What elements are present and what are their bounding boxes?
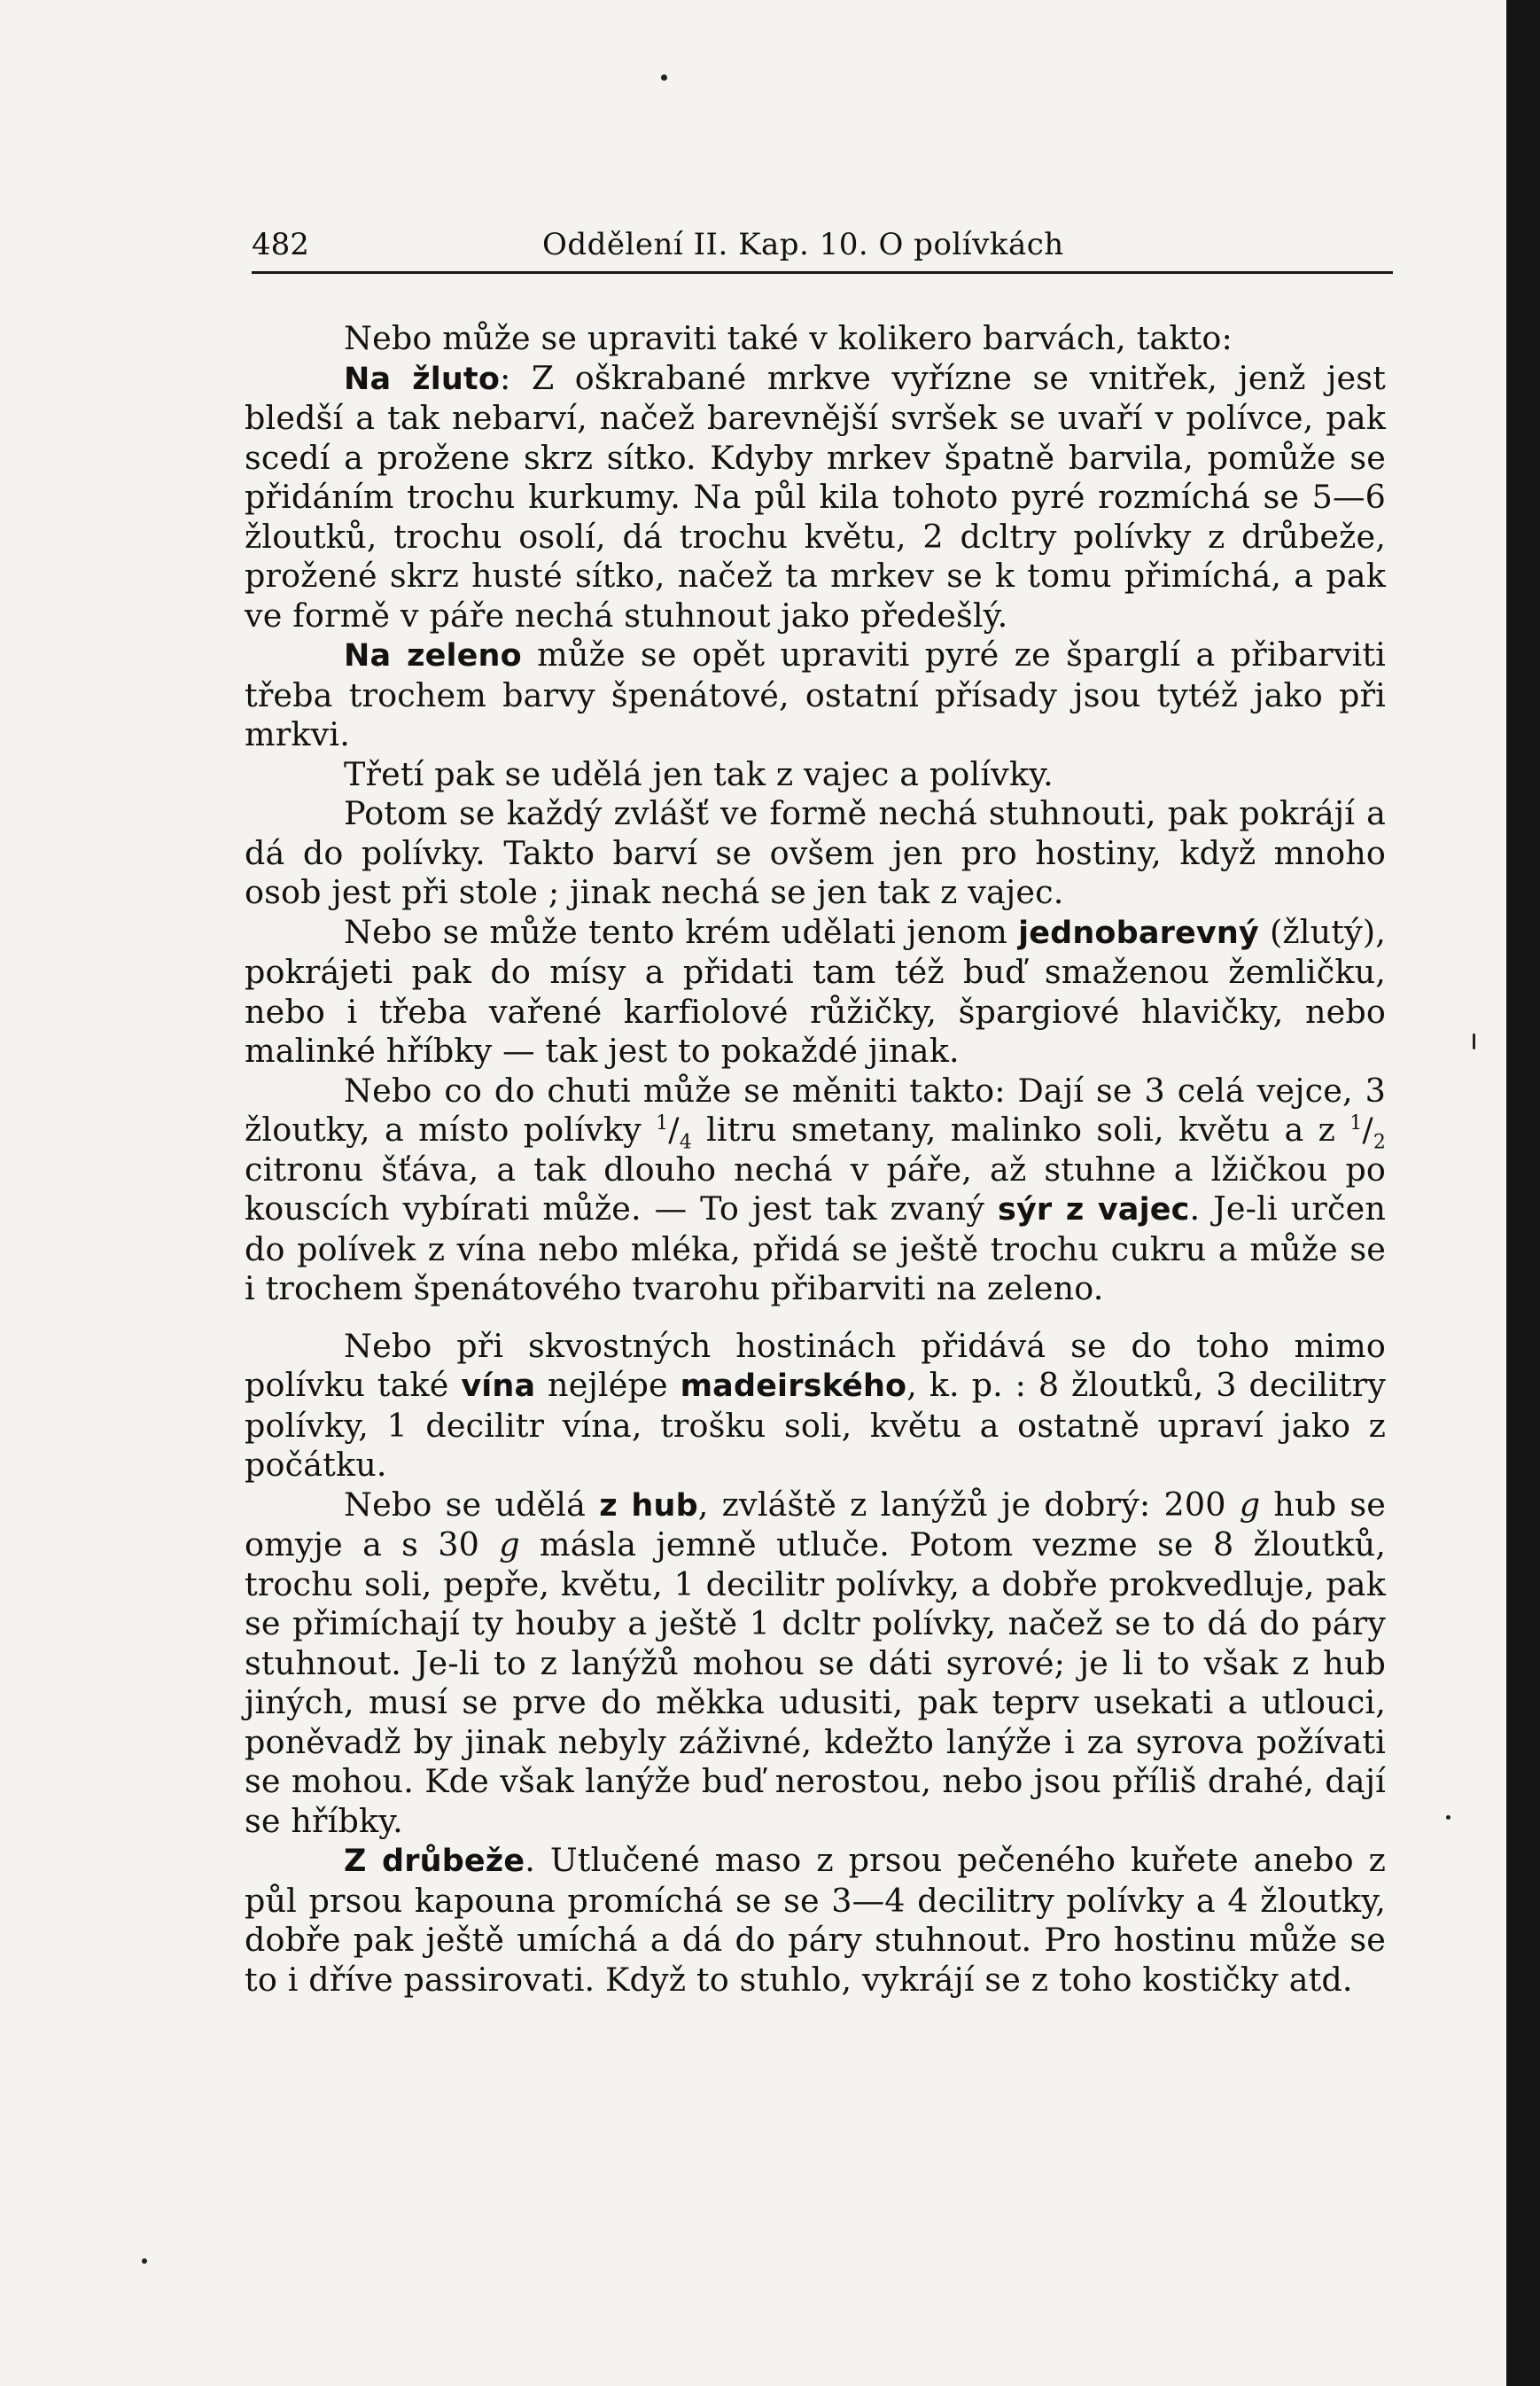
page-header [252, 227, 1393, 274]
paragraph: Na žluto: Z oškrabané mrkve vyřízne se vnitřek, jenž jest bledší a tak nebarví, načež barevnější svršek se uvaří v polívce, pak scedí a prožene skrz sítko. Kdyby mrkev špatně barvila, pomůže se přidáním trochu kurkumy. Na půl kila tohoto pyré rozmíchá se 5—6 žloutků, trochu osolí, dá trochu květu, 2 dcltry polívky z drůbeže, prožené skrz husté sítko, načež ta mrkev se k tomu přimíchá, a pak ve formě v páře nechá stuhnout jako předešlý. [245, 358, 1386, 635]
unit-gram: g [1239, 1485, 1261, 1524]
emphasis: sýr z vajec [997, 1192, 1190, 1228]
paragraph: Nebo se udělá z hub, zvláště z lanýžů je dobrý: 200 g hub se omyje a s 30 g másla jemně utluče. Potom vezme se 8 žloutků, trochu soli, pepře, květu, 1 decilitr polívky, a dobře prokvedluje, pak se přimíchají ty houby a ještě 1 dcltr polívky, načež se to dá do páry stuhnout. Je-li to z lanýžů mohou se dáti syrové; je li to však z hub jiných, musí se prve do měkka udusiti, pak teprv usekati a utlouci, poněvadž by jinak nebyly záživné, kdežto lanýže i za syrova požívati se mohou. Kde však lanýže buď nerostou, nebo jsou příliš drahé, dají se hříbky. [245, 1485, 1387, 1840]
fraction-denominator: 2 [1373, 1131, 1386, 1154]
emphasis: z hub [599, 1487, 698, 1524]
print-speck [1446, 1815, 1451, 1820]
paragraph: Potom se každý zvlášť ve formě nechá stuhnouti, pak pokrájí a dá do polívky. Takto barví se ovšem jen pro hostiny, když mnoho osob jest při stole ; jinak nechá se jen tak z vajec. [245, 794, 1386, 911]
paragraph: Nebo co do chuti může se měniti takto: Dají se 3 celá vejce, 3 žloutky, a místo polívky $^1/_4$ litru smetany, malinko soli, květu a z $^1/_2$ citronu šťáva, a tak dlouho nechá v páře, až stuhne a lžičkou po kouscích vybírati může. — To jest tak zvaný sýr z vajec. Je-li určen do polívek z vína nebo mléka, přidá se ještě trochu cukru a může se i trochem špenátového tvarohu přibarviti na zeleno. [245, 1071, 1386, 1307]
page-body [245, 319, 1386, 2000]
section-label: Na zeleno [344, 638, 522, 674]
fraction-numerator: 1 [656, 1111, 669, 1135]
paragraph: Z drůbeže. Utlučené maso z prsou pečeného kuřete anebo z půl prsou kapouna promíchá se se 3—4 decilitry polívky a 4 žloutky, dobře pak ještě umíchá a dá do páry stuhnout. Pro hostinu může se to i dříve passirovati. Když to stuhlo, vykrájí se z toho kostičky atd. [245, 1841, 1386, 1999]
print-speck [1473, 1033, 1475, 1049]
fraction-denominator: 4 [679, 1131, 692, 1154]
print-speck [142, 2258, 147, 2264]
unit-gram: g [499, 1525, 520, 1563]
running-title: Oddělení II. Kap. 10. O polívkách [542, 227, 1064, 262]
paragraph: Nebo při skvostných hostinách přidává se do toho mimo polívku také vína nejlépe madeirského, k. p. : 8 žloutků, 3 decilitry polívky, 1 decilitr vína, trošku soli, květu a ostatně upraví jako z počátku. [245, 1326, 1386, 1484]
paragraph: Na zeleno může se opět upraviti pyré ze šparglí a přibarviti třeba trochem barvy špenátové, ostatní přísady jsou tytéž jako při mrkvi. [245, 635, 1386, 753]
page-number: 482 [252, 227, 309, 262]
emphasis: vína [461, 1368, 536, 1404]
emphasis: madeirského [680, 1368, 907, 1404]
emphasis: jednobarevný [1018, 915, 1259, 951]
paragraph: Nebo se může tento krém udělati jenom jednobarevný (žlutý), pokrájeti pak do mísy a přidati tam též buď smaženou žemličku, nebo i třeba vařené karfiolové růžičky, špargiové hlavičky, nebo malinké hříbky — tak jest to pokaždé jinak. [245, 912, 1387, 1070]
section-label: Z drůbeže [344, 1844, 525, 1879]
paragraph: Nebo může se upraviti také v kolikero barvách, takto: [344, 319, 1233, 357]
fraction-numerator: 1 [1349, 1111, 1363, 1135]
section-label: Na žluto [344, 361, 501, 397]
paragraph: Třetí pak se udělá jen tak z vajec a polívky. [344, 754, 1054, 793]
print-speck [661, 74, 667, 81]
